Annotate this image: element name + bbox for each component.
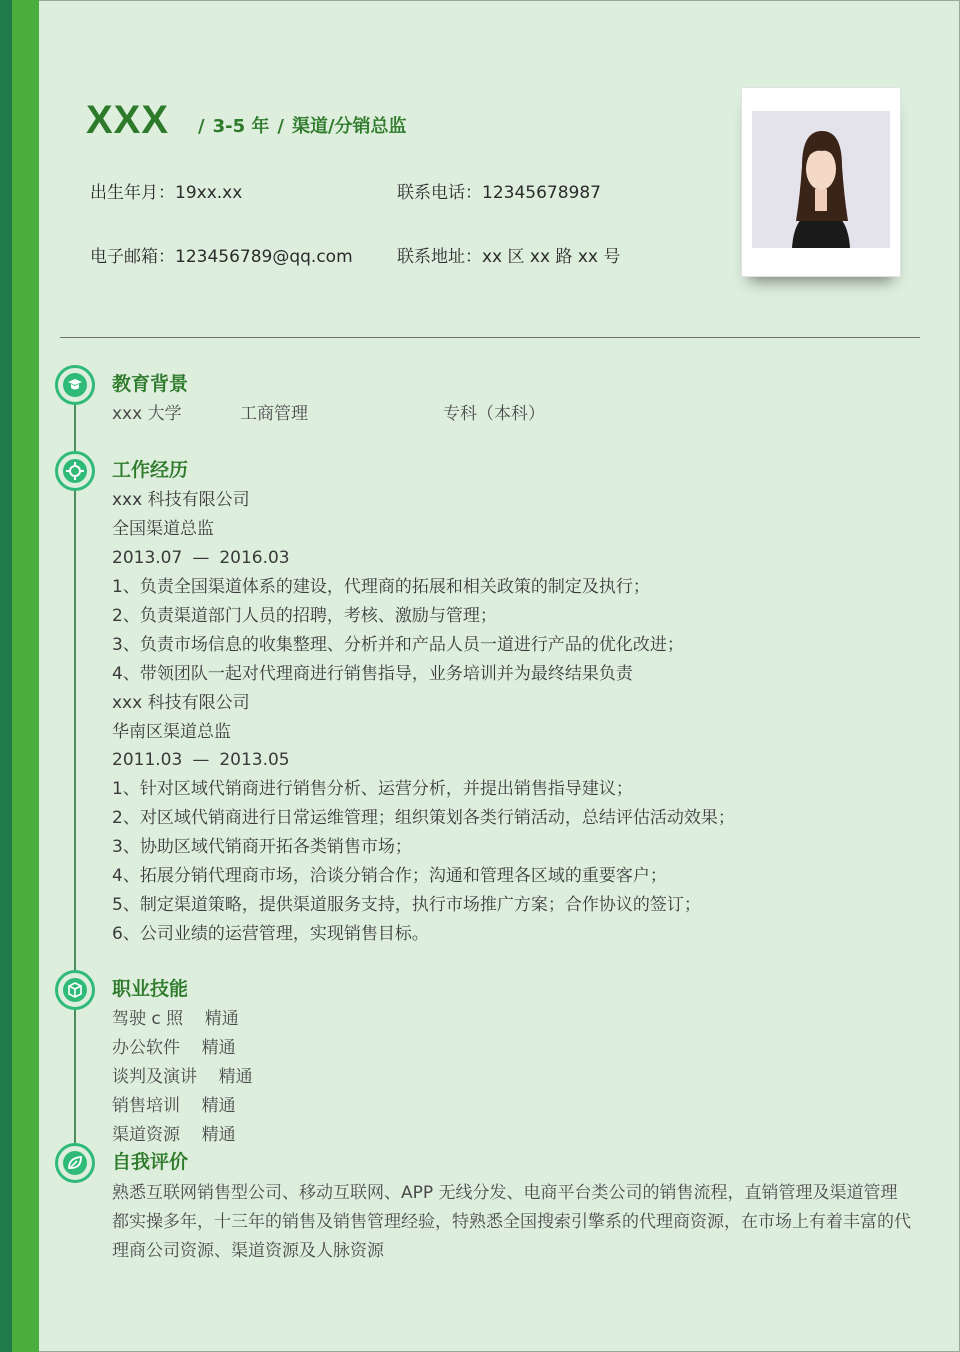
- evaluation-title: 自我评价: [112, 1151, 189, 1173]
- candidate-name: XXX: [86, 98, 170, 142]
- phone-value: 12345678987: [482, 183, 601, 203]
- skill-item: [112, 1007, 239, 1031]
- address-value: xx 区 xx 路 xx 号: [482, 247, 621, 267]
- skill-item: [112, 1036, 236, 1060]
- skill-level: 精通: [218, 1067, 253, 1087]
- birth-info: [90, 181, 242, 205]
- job-end: 2016.03: [219, 548, 290, 568]
- timeline-line: [74, 385, 76, 1165]
- job-end: 2013.05: [219, 750, 290, 770]
- graduate-icon: [55, 365, 95, 405]
- email-label: 电子邮箱：: [90, 247, 175, 267]
- address-info: [397, 245, 620, 269]
- job-duty: 2、负责渠道部门人员的招聘，考核、激励与管理；: [112, 606, 497, 626]
- skill-name: 办公软件: [112, 1038, 180, 1058]
- job-duty: 4、拓展分销代理商市场，洽谈分销合作；沟通和管理各区域的重要客户；: [112, 866, 667, 886]
- job-period: [112, 546, 290, 570]
- side-band-dark: [0, 0, 12, 1352]
- education-major: 工商管理: [240, 404, 308, 424]
- skill-level: 精通: [201, 1038, 236, 1058]
- date-dash: —: [192, 548, 210, 568]
- phone-label: 联系电话：: [397, 183, 482, 203]
- birth-value: 19xx.xx: [175, 183, 243, 203]
- email-info: [90, 245, 353, 269]
- job-period: [112, 748, 290, 772]
- job-duty: 5、制定渠道策略，提供渠道服务支持，执行市场推广方案；合作协议的签订；: [112, 895, 701, 915]
- job-role: 华南区渠道总监: [112, 722, 231, 742]
- job-duty: 6、公司业绩的运营管理，实现销售目标。: [112, 924, 429, 944]
- job-duty: 1、负责全国渠道体系的建设，代理商的拓展和相关政策的制定及执行；: [112, 577, 650, 597]
- target-icon: [55, 451, 95, 491]
- job-company: xxx 科技有限公司: [112, 693, 250, 713]
- job-duty: 3、负责市场信息的收集整理、分析并和产品人员一道进行产品的优化改进；: [112, 635, 684, 655]
- job-company: xxx 科技有限公司: [112, 490, 250, 510]
- job-start: 2013.07: [112, 548, 183, 568]
- skill-level: 精通: [201, 1096, 236, 1116]
- education-degree: 专科（本科）: [443, 404, 545, 424]
- experience-years: 3-5 年: [212, 116, 270, 137]
- target-position: 渠道/分销总监: [291, 116, 407, 137]
- side-band: [12, 0, 39, 1352]
- separator: /: [277, 116, 284, 137]
- skill-name: 销售培训: [112, 1096, 180, 1116]
- leaf-icon: [55, 1143, 95, 1183]
- email-value: 123456789@qq.com: [175, 247, 353, 267]
- address-label: 联系地址：: [397, 247, 482, 267]
- header-divider: [60, 337, 920, 338]
- phone-info: [397, 181, 601, 205]
- skill-name: 渠道资源: [112, 1125, 180, 1145]
- skill-item: [112, 1065, 253, 1089]
- skill-item: [112, 1123, 236, 1147]
- cube-icon: [55, 970, 95, 1010]
- skills-title: 职业技能: [112, 978, 189, 1000]
- birth-label: 出生年月：: [90, 183, 175, 203]
- work-title: 工作经历: [112, 459, 189, 481]
- profile-photo: [741, 87, 901, 277]
- portrait-image: [752, 111, 890, 248]
- header-subtitle: [190, 114, 407, 140]
- skill-level: 精通: [201, 1125, 236, 1145]
- date-dash: —: [192, 750, 210, 770]
- evaluation-text: 熟悉互联网销售型公司、移动互联网、APP 无线分发、电商平台类公司的销售流程，直销管理及渠道管理都实操多年，十三年的销售及销售管理经验，特熟悉全国搜索引擎系的代理商资源，在市场上有着丰富的代理商公司资源、渠道资源及人脉资源: [112, 1183, 911, 1261]
- skill-level: 精通: [204, 1009, 239, 1029]
- skill-item: [112, 1094, 236, 1118]
- job-start: 2011.03: [112, 750, 183, 770]
- education-school: xxx 大学: [112, 404, 182, 424]
- job-duty: 2、对区域代销商进行日常运维管理；组织策划各类行销活动，总结评估活动效果；: [112, 808, 735, 828]
- job-role: 全国渠道总监: [112, 519, 214, 539]
- skill-name: 谈判及演讲: [112, 1067, 197, 1087]
- job-duty: 1、针对区域代销商进行销售分析、运营分析，并提出销售指导建议；: [112, 779, 633, 799]
- education-title: 教育背景: [112, 373, 189, 395]
- job-duty: 4、带领团队一起对代理商进行销售指导，业务培训并为最终结果负责: [112, 664, 633, 684]
- separator: /: [198, 116, 205, 137]
- skill-name: 驾驶 c 照: [112, 1009, 184, 1029]
- job-duty: 3、协助区域代销商开拓各类销售市场；: [112, 837, 412, 857]
